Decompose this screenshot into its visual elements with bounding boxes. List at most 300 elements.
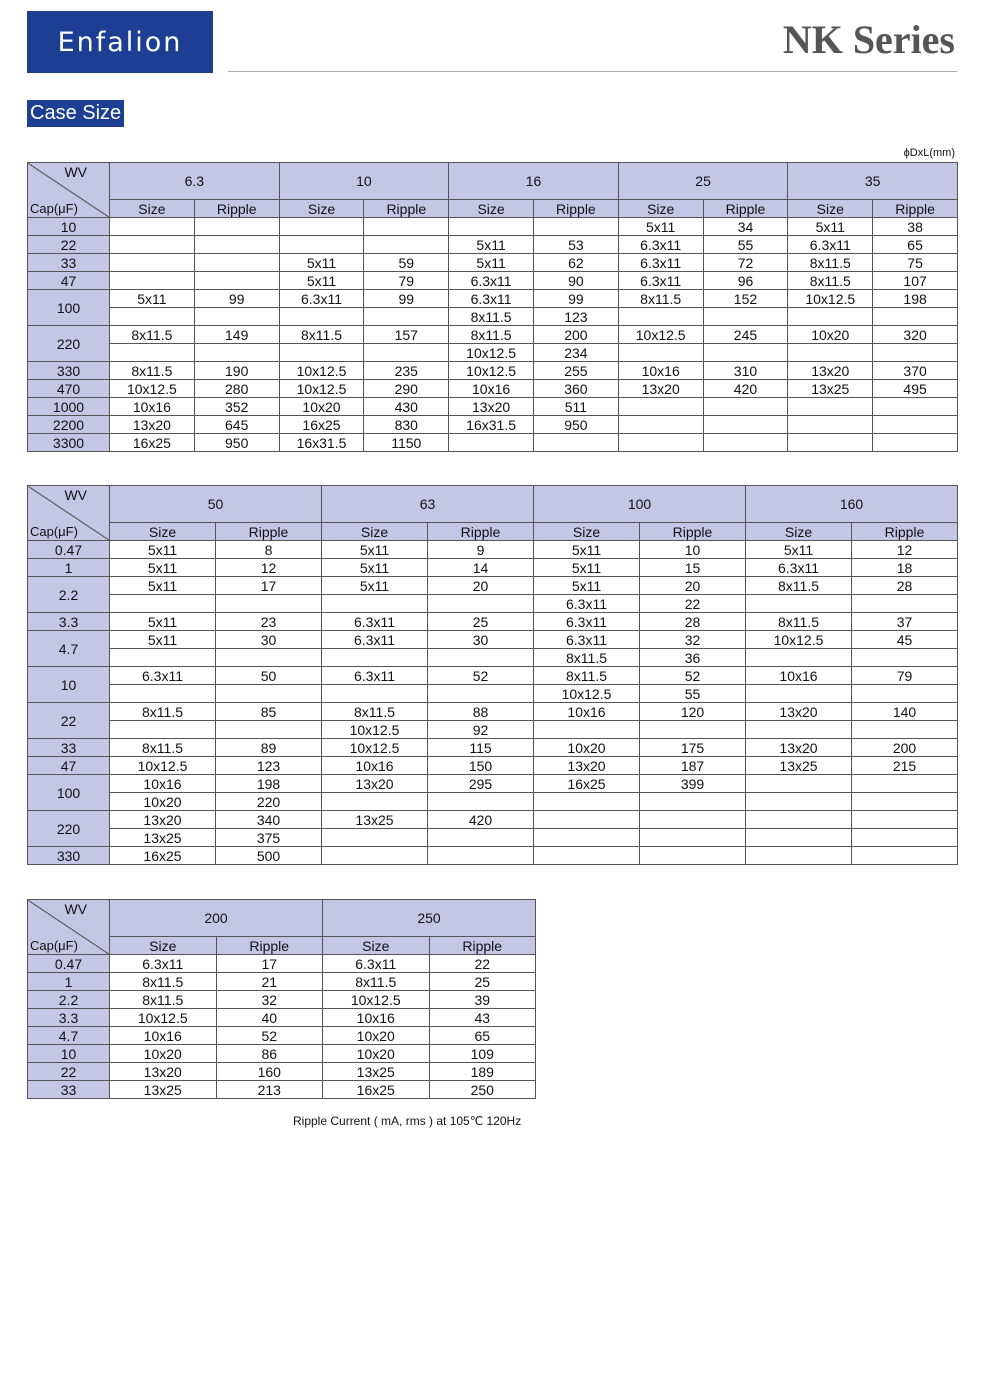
corner-wv-label: WV bbox=[64, 487, 87, 503]
ripple-cell: 30 bbox=[216, 631, 322, 649]
ripple-cell bbox=[364, 218, 449, 236]
size-cell: 5x11 bbox=[110, 577, 216, 595]
ripple-cell: 18 bbox=[852, 559, 958, 577]
table-row bbox=[28, 398, 958, 416]
size-column-header: Size bbox=[323, 937, 430, 955]
ripple-cell bbox=[194, 218, 279, 236]
table-row bbox=[28, 757, 958, 775]
ripple-cell: 340 bbox=[216, 811, 322, 829]
ripple-cell: 152 bbox=[703, 290, 788, 308]
ripple-cell bbox=[428, 847, 534, 865]
ripple-cell: 420 bbox=[428, 811, 534, 829]
size-cell: 16x31.5 bbox=[279, 434, 364, 452]
size-cell: 10x20 bbox=[110, 793, 216, 811]
ripple-cell: 280 bbox=[194, 380, 279, 398]
size-cell bbox=[110, 721, 216, 739]
ripple-cell: 25 bbox=[429, 973, 536, 991]
ripple-cell bbox=[852, 649, 958, 667]
size-cell: 6.3x11 bbox=[746, 559, 852, 577]
capacitance-cell: 220 bbox=[28, 811, 110, 847]
capacitance-cell: 2.2 bbox=[28, 991, 110, 1009]
capacitance-cell: 1 bbox=[28, 973, 110, 991]
capacitance-cell: 2200 bbox=[28, 416, 110, 434]
size-cell: 13x25 bbox=[323, 1063, 430, 1081]
capacitance-cell: 47 bbox=[28, 757, 110, 775]
ripple-cell: 89 bbox=[216, 739, 322, 757]
size-cell bbox=[788, 398, 873, 416]
series-title: NK Series bbox=[782, 17, 955, 62]
ripple-cell bbox=[873, 398, 958, 416]
size-cell: 10x12.5 bbox=[110, 757, 216, 775]
size-cell bbox=[449, 434, 534, 452]
table-row bbox=[28, 362, 958, 380]
voltage-header: 200 bbox=[110, 900, 323, 937]
ripple-cell: 157 bbox=[364, 326, 449, 344]
table-row bbox=[28, 1027, 536, 1045]
size-cell bbox=[788, 344, 873, 362]
table-row bbox=[28, 1081, 536, 1099]
size-cell bbox=[110, 254, 195, 272]
table-row bbox=[28, 1045, 536, 1063]
size-cell: 10x16 bbox=[449, 380, 534, 398]
size-cell: 13x20 bbox=[110, 1063, 217, 1081]
capacitance-cell: 10 bbox=[28, 218, 110, 236]
ripple-cell: 85 bbox=[216, 703, 322, 721]
size-cell bbox=[746, 847, 852, 865]
voltage-header: 63 bbox=[322, 486, 534, 523]
ripple-cell bbox=[216, 595, 322, 613]
ripple-cell: 22 bbox=[640, 595, 746, 613]
ripple-cell: 290 bbox=[364, 380, 449, 398]
table-row bbox=[28, 811, 958, 829]
ripple-column-header: Ripple bbox=[364, 200, 449, 218]
size-column-header: Size bbox=[110, 200, 195, 218]
size-cell: 13x20 bbox=[449, 398, 534, 416]
size-cell: 10x12.5 bbox=[323, 991, 430, 1009]
ripple-cell: 12 bbox=[852, 541, 958, 559]
size-cell: 5x11 bbox=[534, 559, 640, 577]
ripple-cell: 234 bbox=[533, 344, 618, 362]
ripple-cell: 99 bbox=[533, 290, 618, 308]
ripple-cell bbox=[703, 308, 788, 326]
table-row bbox=[28, 973, 536, 991]
size-cell: 5x11 bbox=[449, 254, 534, 272]
table-row bbox=[28, 326, 958, 344]
size-cell bbox=[110, 272, 195, 290]
size-cell: 13x20 bbox=[788, 362, 873, 380]
size-cell: 8x11.5 bbox=[534, 667, 640, 685]
ripple-cell: 17 bbox=[216, 955, 323, 973]
ripple-cell: 40 bbox=[216, 1009, 323, 1027]
ripple-cell: 17 bbox=[216, 577, 322, 595]
capacitance-cell: 33 bbox=[28, 739, 110, 757]
ripple-cell: 43 bbox=[429, 1009, 536, 1027]
size-column-header: Size bbox=[534, 523, 640, 541]
size-cell: 16x25 bbox=[110, 434, 195, 452]
ripple-cell bbox=[364, 344, 449, 362]
ripple-cell: 175 bbox=[640, 739, 746, 757]
size-cell: 5x11 bbox=[279, 254, 364, 272]
size-cell: 13x25 bbox=[110, 829, 216, 847]
size-cell: 13x25 bbox=[322, 811, 428, 829]
ripple-cell bbox=[194, 272, 279, 290]
ripple-cell bbox=[533, 434, 618, 452]
ripple-cell: 830 bbox=[364, 416, 449, 434]
ripple-cell bbox=[852, 685, 958, 703]
capacitance-cell: 330 bbox=[28, 847, 110, 865]
size-cell bbox=[110, 344, 195, 362]
size-cell bbox=[618, 416, 703, 434]
size-cell bbox=[322, 847, 428, 865]
ripple-cell bbox=[640, 847, 746, 865]
size-cell bbox=[534, 829, 640, 847]
size-cell bbox=[534, 793, 640, 811]
size-cell: 8x11.5 bbox=[618, 290, 703, 308]
size-cell: 6.3x11 bbox=[322, 631, 428, 649]
size-cell bbox=[322, 685, 428, 703]
ripple-cell bbox=[640, 811, 746, 829]
table-row bbox=[28, 703, 958, 721]
ripple-cell: 53 bbox=[533, 236, 618, 254]
size-cell: 13x25 bbox=[788, 380, 873, 398]
size-cell bbox=[746, 811, 852, 829]
capacitance-cell: 0.47 bbox=[28, 955, 110, 973]
size-cell: 10x12.5 bbox=[449, 344, 534, 362]
ripple-cell: 950 bbox=[533, 416, 618, 434]
ripple-cell: 430 bbox=[364, 398, 449, 416]
ripple-cell: 28 bbox=[852, 577, 958, 595]
case-size-table-1 bbox=[27, 162, 958, 452]
ripple-cell: 115 bbox=[428, 739, 534, 757]
size-cell: 10x20 bbox=[534, 739, 640, 757]
size-cell bbox=[788, 308, 873, 326]
table-row bbox=[28, 739, 958, 757]
size-cell bbox=[746, 595, 852, 613]
size-cell: 5x11 bbox=[110, 559, 216, 577]
capacitance-cell: 3.3 bbox=[28, 613, 110, 631]
ripple-cell: 96 bbox=[703, 272, 788, 290]
ripple-cell: 32 bbox=[640, 631, 746, 649]
size-cell: 6.3x11 bbox=[618, 272, 703, 290]
size-cell: 13x20 bbox=[534, 757, 640, 775]
size-cell bbox=[746, 793, 852, 811]
size-cell: 6.3x11 bbox=[279, 290, 364, 308]
size-cell: 8x11.5 bbox=[110, 703, 216, 721]
voltage-header: 250 bbox=[323, 900, 536, 937]
size-cell: 6.3x11 bbox=[534, 613, 640, 631]
size-cell bbox=[279, 218, 364, 236]
wv-cap-corner bbox=[28, 486, 110, 541]
ripple-cell: 23 bbox=[216, 613, 322, 631]
ripple-cell: 45 bbox=[852, 631, 958, 649]
ripple-cell: 250 bbox=[429, 1081, 536, 1099]
capacitance-cell: 470 bbox=[28, 380, 110, 398]
ripple-cell: 28 bbox=[640, 613, 746, 631]
table-row bbox=[28, 272, 958, 290]
ripple-column-header: Ripple bbox=[533, 200, 618, 218]
capacitance-cell: 10 bbox=[28, 1045, 110, 1063]
size-cell bbox=[746, 775, 852, 793]
ripple-cell bbox=[703, 398, 788, 416]
size-cell: 10x12.5 bbox=[279, 380, 364, 398]
ripple-cell: 215 bbox=[852, 757, 958, 775]
size-cell: 5x11 bbox=[322, 541, 428, 559]
corner-cap-label: Cap(μF) bbox=[30, 524, 78, 539]
size-cell: 10x16 bbox=[746, 667, 852, 685]
size-cell: 10x16 bbox=[110, 398, 195, 416]
size-cell bbox=[110, 595, 216, 613]
size-cell: 6.3x11 bbox=[788, 236, 873, 254]
capacitance-cell: 10 bbox=[28, 667, 110, 703]
ripple-cell: 38 bbox=[873, 218, 958, 236]
table-row bbox=[28, 631, 958, 649]
size-cell: 16x25 bbox=[110, 847, 216, 865]
size-cell bbox=[322, 829, 428, 847]
size-cell bbox=[534, 811, 640, 829]
size-cell bbox=[110, 685, 216, 703]
ripple-cell: 149 bbox=[194, 326, 279, 344]
ripple-cell: 75 bbox=[873, 254, 958, 272]
size-cell bbox=[746, 649, 852, 667]
ripple-column-header: Ripple bbox=[703, 200, 788, 218]
size-cell: 10x12.5 bbox=[110, 380, 195, 398]
size-cell bbox=[322, 793, 428, 811]
table-row bbox=[28, 344, 958, 362]
size-cell: 8x11.5 bbox=[746, 577, 852, 595]
ripple-cell: 15 bbox=[640, 559, 746, 577]
ripple-cell: 92 bbox=[428, 721, 534, 739]
size-cell: 10x16 bbox=[322, 757, 428, 775]
ripple-cell: 79 bbox=[364, 272, 449, 290]
table-row bbox=[28, 236, 958, 254]
capacitance-cell: 1 bbox=[28, 559, 110, 577]
corner-wv-label: WV bbox=[64, 164, 87, 180]
size-cell: 16x31.5 bbox=[449, 416, 534, 434]
table-row bbox=[28, 595, 958, 613]
size-cell: 10x12.5 bbox=[618, 326, 703, 344]
capacitance-cell: 2.2 bbox=[28, 577, 110, 613]
table-row bbox=[28, 667, 958, 685]
capacitance-cell: 3300 bbox=[28, 434, 110, 452]
ripple-cell: 20 bbox=[428, 577, 534, 595]
size-cell: 5x11 bbox=[618, 218, 703, 236]
ripple-cell: 25 bbox=[428, 613, 534, 631]
ripple-column-header: Ripple bbox=[873, 200, 958, 218]
ripple-cell bbox=[852, 847, 958, 865]
ripple-cell bbox=[640, 793, 746, 811]
size-cell: 13x20 bbox=[322, 775, 428, 793]
size-cell: 8x11.5 bbox=[322, 703, 428, 721]
logo-text: Enfalion bbox=[57, 26, 183, 58]
table-row bbox=[28, 290, 958, 308]
ripple-cell: 120 bbox=[640, 703, 746, 721]
size-cell: 8x11.5 bbox=[449, 326, 534, 344]
ripple-column-header: Ripple bbox=[216, 937, 323, 955]
ripple-cell bbox=[703, 434, 788, 452]
size-cell: 8x11.5 bbox=[449, 308, 534, 326]
size-cell: 8x11.5 bbox=[323, 973, 430, 991]
size-cell: 10x12.5 bbox=[322, 739, 428, 757]
capacitance-cell: 47 bbox=[28, 272, 110, 290]
size-cell: 16x25 bbox=[279, 416, 364, 434]
corner-cap-label: Cap(μF) bbox=[30, 938, 78, 953]
size-cell: 10x16 bbox=[534, 703, 640, 721]
capacitance-cell: 22 bbox=[28, 1063, 110, 1081]
ripple-cell: 65 bbox=[429, 1027, 536, 1045]
brand-logo bbox=[27, 11, 213, 73]
ripple-cell: 160 bbox=[216, 1063, 323, 1081]
size-cell: 5x11 bbox=[279, 272, 364, 290]
ripple-cell: 14 bbox=[428, 559, 534, 577]
size-cell bbox=[788, 434, 873, 452]
capacitance-cell: 22 bbox=[28, 703, 110, 739]
ripple-cell: 187 bbox=[640, 757, 746, 775]
ripple-cell: 375 bbox=[216, 829, 322, 847]
table-row bbox=[28, 577, 958, 595]
ripple-cell bbox=[216, 649, 322, 667]
ripple-cell: 220 bbox=[216, 793, 322, 811]
ripple-cell: 34 bbox=[703, 218, 788, 236]
ripple-cell bbox=[194, 344, 279, 362]
size-cell: 6.3x11 bbox=[323, 955, 430, 973]
ripple-cell: 190 bbox=[194, 362, 279, 380]
size-column-header: Size bbox=[449, 200, 534, 218]
table-row bbox=[28, 793, 958, 811]
size-cell: 5x11 bbox=[110, 290, 195, 308]
ripple-cell: 55 bbox=[703, 236, 788, 254]
table-row bbox=[28, 991, 536, 1009]
capacitance-cell: 100 bbox=[28, 775, 110, 811]
size-cell bbox=[746, 685, 852, 703]
voltage-header: 160 bbox=[746, 486, 958, 523]
ripple-cell: 245 bbox=[703, 326, 788, 344]
size-cell: 8x11.5 bbox=[279, 326, 364, 344]
size-cell: 10x16 bbox=[323, 1009, 430, 1027]
size-cell: 13x25 bbox=[746, 757, 852, 775]
capacitance-cell: 0.47 bbox=[28, 541, 110, 559]
size-cell bbox=[279, 308, 364, 326]
size-cell: 8x11.5 bbox=[788, 254, 873, 272]
ripple-cell: 320 bbox=[873, 326, 958, 344]
size-cell: 5x11 bbox=[322, 577, 428, 595]
ripple-cell bbox=[364, 308, 449, 326]
size-cell: 6.3x11 bbox=[534, 631, 640, 649]
size-cell: 5x11 bbox=[110, 613, 216, 631]
size-cell: 6.3x11 bbox=[618, 254, 703, 272]
size-cell: 13x20 bbox=[618, 380, 703, 398]
size-cell: 5x11 bbox=[534, 541, 640, 559]
ripple-cell: 198 bbox=[873, 290, 958, 308]
size-cell bbox=[618, 308, 703, 326]
size-cell bbox=[110, 649, 216, 667]
size-cell bbox=[746, 829, 852, 847]
ripple-cell: 72 bbox=[703, 254, 788, 272]
wv-cap-corner bbox=[28, 163, 110, 218]
ripple-cell bbox=[852, 811, 958, 829]
ripple-cell: 32 bbox=[216, 991, 323, 1009]
case-size-table-2 bbox=[27, 485, 958, 865]
size-cell: 8x11.5 bbox=[110, 973, 217, 991]
size-cell: 10x12.5 bbox=[322, 721, 428, 739]
capacitance-cell: 330 bbox=[28, 362, 110, 380]
size-cell bbox=[322, 649, 428, 667]
size-cell bbox=[110, 236, 195, 254]
table-row bbox=[28, 254, 958, 272]
capacitance-cell: 220 bbox=[28, 326, 110, 362]
table-row bbox=[28, 613, 958, 631]
ripple-column-header: Ripple bbox=[852, 523, 958, 541]
ripple-cell: 500 bbox=[216, 847, 322, 865]
size-column-header: Size bbox=[788, 200, 873, 218]
ripple-cell bbox=[640, 721, 746, 739]
corner-cap-label: Cap(μF) bbox=[30, 201, 78, 216]
size-cell bbox=[279, 344, 364, 362]
ripple-column-header: Ripple bbox=[428, 523, 534, 541]
ripple-cell: 86 bbox=[216, 1045, 323, 1063]
size-cell bbox=[746, 721, 852, 739]
ripple-cell: 62 bbox=[533, 254, 618, 272]
ripple-cell: 55 bbox=[640, 685, 746, 703]
ripple-cell: 189 bbox=[429, 1063, 536, 1081]
ripple-cell bbox=[533, 218, 618, 236]
ripple-cell: 352 bbox=[194, 398, 279, 416]
table-row bbox=[28, 434, 958, 452]
ripple-cell: 950 bbox=[194, 434, 279, 452]
table-row bbox=[28, 559, 958, 577]
ripple-cell: 235 bbox=[364, 362, 449, 380]
ripple-cell bbox=[428, 649, 534, 667]
size-cell: 10x20 bbox=[788, 326, 873, 344]
size-cell: 5x11 bbox=[449, 236, 534, 254]
ripple-cell: 99 bbox=[364, 290, 449, 308]
ripple-cell bbox=[194, 308, 279, 326]
ripple-cell bbox=[216, 685, 322, 703]
size-cell bbox=[322, 595, 428, 613]
size-cell bbox=[534, 721, 640, 739]
size-cell: 5x11 bbox=[788, 218, 873, 236]
ripple-cell: 107 bbox=[873, 272, 958, 290]
size-cell: 5x11 bbox=[746, 541, 852, 559]
ripple-cell: 399 bbox=[640, 775, 746, 793]
size-cell: 5x11 bbox=[110, 631, 216, 649]
size-column-header: Size bbox=[322, 523, 428, 541]
ripple-cell bbox=[194, 236, 279, 254]
ripple-cell bbox=[873, 416, 958, 434]
size-column-header: Size bbox=[279, 200, 364, 218]
ripple-cell bbox=[428, 685, 534, 703]
ripple-cell: 12 bbox=[216, 559, 322, 577]
size-cell: 5x11 bbox=[110, 541, 216, 559]
voltage-header: 35 bbox=[788, 163, 958, 200]
ripple-cell: 9 bbox=[428, 541, 534, 559]
voltage-header: 100 bbox=[534, 486, 746, 523]
capacitance-cell: 33 bbox=[28, 1081, 110, 1099]
ripple-column-header: Ripple bbox=[429, 937, 536, 955]
size-cell: 5x11 bbox=[534, 577, 640, 595]
size-cell: 6.3x11 bbox=[110, 667, 216, 685]
size-cell: 10x20 bbox=[323, 1027, 430, 1045]
size-column-header: Size bbox=[110, 937, 217, 955]
size-cell: 10x16 bbox=[618, 362, 703, 380]
capacitance-cell: 4.7 bbox=[28, 631, 110, 667]
ripple-cell: 360 bbox=[533, 380, 618, 398]
table-row bbox=[28, 1063, 536, 1081]
table-row bbox=[28, 829, 958, 847]
ripple-cell bbox=[194, 254, 279, 272]
table-row bbox=[28, 308, 958, 326]
ripple-cell: 511 bbox=[533, 398, 618, 416]
table-row bbox=[28, 721, 958, 739]
